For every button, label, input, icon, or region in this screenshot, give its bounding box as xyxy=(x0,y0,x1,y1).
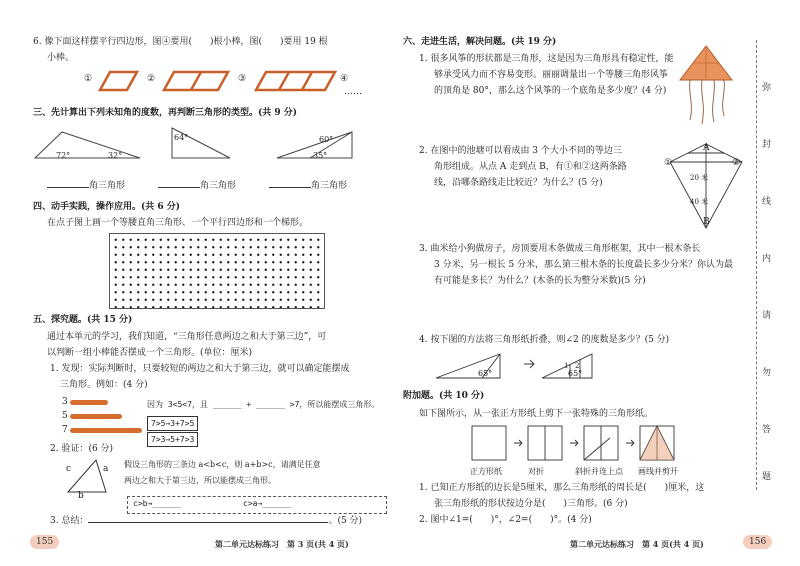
footer-left: 第二单元达标练习 第 3 页(共 4 页) xyxy=(215,539,349,549)
box-c-b[interactable]: c>b→______ xyxy=(133,499,182,508)
ellipsis: …… xyxy=(344,87,362,97)
answer-2: 角三角形 xyxy=(158,180,236,193)
seal-char-8: 题 xyxy=(762,472,772,482)
tri-label-b: b xyxy=(78,491,84,501)
dot-grid[interactable] xyxy=(109,233,325,309)
tri-label-c: c xyxy=(66,464,72,474)
s5-p1a: 1. 发现：实际判断时，只要较短的两边之和大于第三边，就可以确定能摆成 xyxy=(50,364,350,374)
angle-60: 60° xyxy=(319,135,334,144)
q2-line2: 角形组成。从点 A 走到点 B，有①和②这两条路 xyxy=(434,162,627,172)
stick-label-3: 3 xyxy=(62,397,68,407)
stick-label-5: 5 xyxy=(62,411,68,421)
s5-intro1: 通过本单元的学习，我们知道，“三角形任意两边之和大于第三边”，可 xyxy=(47,332,327,342)
fig-label-1: ① xyxy=(84,74,93,84)
step-caption-1: 正方形纸 xyxy=(470,467,502,476)
extra-title: 附加题。(共 10 分) xyxy=(403,391,485,401)
s5-p2text1: 假设三角形的三条边 a<b<c，则 a+b>c，请满足任意 xyxy=(124,460,321,469)
q1-line2: 够承受风力而不容易变形。丽丽调量出一个等腰三角形风筝 xyxy=(434,70,669,80)
q6-line2: 小棒。 xyxy=(47,53,75,63)
seal-char-3: 线 xyxy=(762,197,772,207)
stick-label-7: 7 xyxy=(62,425,68,435)
seal-char-7: 答 xyxy=(762,425,772,435)
seal-char-2: 封 xyxy=(762,140,772,150)
q1-line3: 的顶角是 80°，那么这个风筝的一个底角是多少度？(4 分) xyxy=(434,86,667,96)
s5-p2: 2. 验证：(6 分) xyxy=(50,444,114,454)
q6-line1: 6. 像下面这样摆平行四边形，图④要用( )根小棒，图( )要用 19 根 xyxy=(33,37,328,47)
pond-label-A: A xyxy=(703,143,710,153)
folding-steps xyxy=(470,424,720,464)
q3-line2: 3 分米，另一根长 5 分米，那么第三根木条的长度最长多少分米？你认为最 xyxy=(434,260,734,270)
answer-1: 角三角形 xyxy=(47,180,125,193)
pond-label-B: B xyxy=(703,217,710,227)
step-caption-2: 对折 xyxy=(528,467,544,476)
q1-line1: 1. 很多风筝的形状都是三角形，这是因为三角形具有稳定性，能 xyxy=(419,54,674,64)
fig-label-3: ③ xyxy=(238,74,247,84)
box-7-3: 7>3→5+7>3 xyxy=(147,432,198,447)
angle-32: 32° xyxy=(108,151,123,160)
angle-35: 35° xyxy=(313,151,328,160)
section6-title: 六、走进生活，解决问题。(共 19 分) xyxy=(403,37,557,47)
q3-line3: 有可能是多长？为什么？(木条的长为整分米数)(5 分) xyxy=(434,276,646,286)
page-number-right: 156 xyxy=(743,535,772,549)
seal-line xyxy=(756,40,757,490)
angle-64: 64° xyxy=(174,133,189,142)
dist-40: 40 米 xyxy=(690,198,709,206)
dist-20: 20 米 xyxy=(690,174,709,182)
seal-char-6: 勿 xyxy=(762,368,772,378)
footer-right: 第二单元达标练习 第 4 页(共 4 页) xyxy=(570,539,704,549)
route-1: ① xyxy=(664,158,673,168)
q4-text: 4. 按下图的方法将三角形纸折叠，则∠2 的度数是多少？(5 分) xyxy=(419,335,670,345)
parallelogram-sticks-figure xyxy=(82,68,372,94)
step-caption-4: 画线并剪开 xyxy=(638,467,678,476)
fig-label-2: ② xyxy=(147,74,156,84)
extra-text: 如下图所示，从一张正方形纸上剪下一张特殊的三角形纸。 xyxy=(419,409,654,419)
because-line: 因为 3<5<7，且 ______ + ______ >7，所以能摆成三角形。 xyxy=(147,400,380,409)
extra-q1b: 张三角形纸的形状按边分是( )三角形。(6 分) xyxy=(434,499,628,509)
answer-3: 角三角形 xyxy=(269,180,347,193)
fig-label-4: ④ xyxy=(340,74,349,84)
box-c-a[interactable]: c>a→______ xyxy=(243,499,292,508)
kite-image xyxy=(676,44,736,126)
seal-char-4: 内 xyxy=(762,254,772,264)
fold-angle-2: 2 xyxy=(575,362,580,370)
seal-char-1: 弥 xyxy=(762,83,772,93)
fold-angle-65a: 65° xyxy=(478,369,493,378)
q3-line1: 3. 曲米给小狗做房子，房顶要用木条做成三角形框架，其中一根木条长 xyxy=(419,244,701,254)
s5-p2text2: 两边之和大于第三边，所以能摆成三角形。 xyxy=(124,476,276,485)
s5-intro2: 以判断一组小棒能否摆成一个三角形。(单位：厘米) xyxy=(47,348,253,358)
s5-p3: 3. 总结： 。(5 分) xyxy=(50,516,363,526)
seal-char-5: 请 xyxy=(762,311,772,321)
section4-text: 在点子图上画一个等腰直角三角形、一个平行四边形和一个梯形。 xyxy=(47,218,309,228)
page-number-left: 155 xyxy=(30,535,59,549)
angle-72: 72° xyxy=(56,151,71,160)
q2-line3: 线，沿哪条路线走比较近？为什么？(5 分) xyxy=(434,178,603,188)
fold-angle-65b: 65° xyxy=(568,369,583,378)
step-caption-3: 斜折并连上点 xyxy=(575,467,623,476)
s5-p1b: 三角形。例如：(4 分) xyxy=(60,380,148,390)
section3-title: 三、先计算出下列未知角的度数，再判断三角形的类型。(共 9 分) xyxy=(33,108,298,118)
stick-5 xyxy=(70,414,122,419)
q2-line1: 2. 在图中的池塘可以看成由 3 个大小不同的等边三 xyxy=(419,146,622,156)
extra-q1a: 1. 已知正方形纸的边长是5厘米，那么三角形纸的周长是( )厘米，这 xyxy=(419,483,705,493)
tri-label-a: a xyxy=(103,464,109,474)
section5-title: 五、探究题。(共 15 分) xyxy=(33,315,133,325)
extra-q2: 2. 图中∠1=( )°，∠2=( )°。(4 分) xyxy=(419,515,592,525)
fold-angle-1: 1 xyxy=(564,362,569,370)
stick-7 xyxy=(70,428,142,433)
route-2: ② xyxy=(732,158,741,168)
section4-title: 四、动手实践，操作应用。(共 6 分) xyxy=(33,202,181,212)
box-7-5: 7>5→3+7>5 xyxy=(147,416,198,431)
stick-3 xyxy=(70,400,108,405)
